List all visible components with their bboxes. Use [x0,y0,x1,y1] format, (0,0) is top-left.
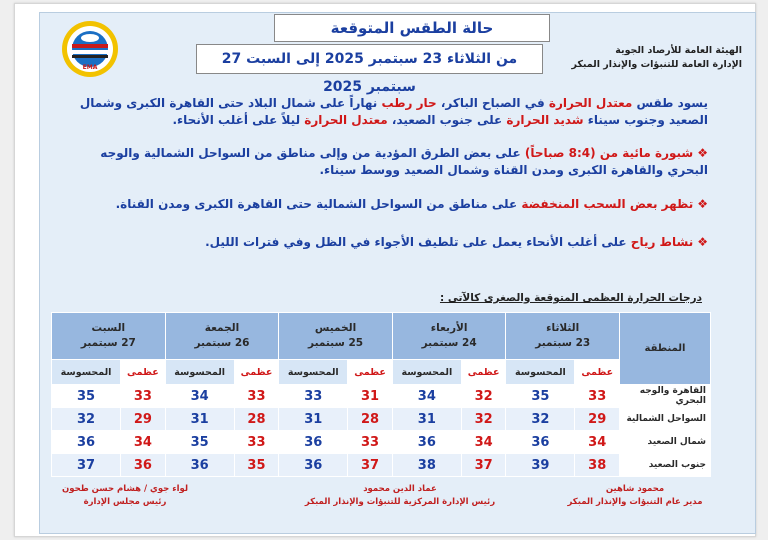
max-temp: 31 [348,385,393,408]
max-label: عظمى [234,360,279,385]
general-forecast: يسود طقس معتدل الحرارة في الصباح الباكر، حار رطب نهاراً على شمال البلاد حتى القاهرة الكبرى وشمال الصعيد وجنوب سيناء شديد الحرارة على جنوب الصعيد، معتدل الحرارة ليلاً على أغلب الأنحاء. [79,96,708,127]
day-header: الجمعة 26 سبتمبر [165,313,279,360]
table-row [52,408,711,431]
feel-temp: 31 [392,408,461,431]
max-temp: 34 [461,431,506,454]
max-temp: 35 [234,454,279,477]
bullet-icon: ❖ [697,235,708,249]
region-name: جنوب الصعيد [620,454,711,477]
max-temp: 29 [575,408,620,431]
max-temp: 32 [461,385,506,408]
day-header: الخميس 25 سبتمبر [279,313,393,360]
signature-name: عماد الدين محمود [363,484,437,494]
wind-bullet: ❖نشاط رياح على أغلب الأنحاء يعمل على تلطيف الأجواء في الظل وفي فترات الليل. [205,235,708,249]
region-name: القاهرة والوجه البحري [620,385,711,408]
max-temp: 33 [234,385,279,408]
feel-temp: 38 [392,454,461,477]
max-temp: 33 [575,385,620,408]
signature-block [555,483,715,509]
feel-temp: 31 [165,408,234,431]
feel-temp: 32 [506,408,575,431]
table-row [52,431,711,454]
max-temp: 37 [461,454,506,477]
signature-block [285,483,515,509]
feel-label: المحسوسة [52,360,121,385]
feel-temp: 36 [506,431,575,454]
ema-logo-icon [61,20,119,78]
feel-temp: 31 [279,408,348,431]
max-temp: 34 [575,431,620,454]
clouds-bullet: ❖تظهر بعض السحب المنخفضة على مناطق من السواحل الشمالية حتى القاهرة الكبرى ومدن القناة. [115,197,708,211]
subheader-row [52,360,711,385]
fog-bullet: ❖شبورة مائية من (8:4 صباحاً) على بعض الطرق المؤدية من وإلى مناطق من السواحل الشمالية والوجه البحري والقاهرة الكبرى ومدن القناة وشمال الصعيد ووسط سيناء. [100,146,708,177]
feel-temp: 35 [165,431,234,454]
day-header-row [52,313,711,360]
feel-temp: 36 [279,431,348,454]
max-label: عظمى [461,360,506,385]
max-label: عظمى [348,360,393,385]
day-header: الأربعاء 24 سبتمبر [392,313,506,360]
max-temp: 28 [348,408,393,431]
max-temp: 28 [234,408,279,431]
svg-text:EMA: EMA [82,64,98,71]
max-label: عظمى [575,360,620,385]
feel-temp: 36 [165,454,234,477]
agency-name: الهيئة العامة للأرصاد الجوية [615,45,742,56]
signature-name: محمود شاهين [605,484,665,494]
max-temp: 37 [348,454,393,477]
feel-label: المحسوسة [506,360,575,385]
bullet-icon: ❖ [697,197,708,211]
feel-temp: 39 [506,454,575,477]
feel-temp: 32 [52,408,121,431]
max-temp: 33 [121,385,166,408]
signature-title: رئيس مجلس الإدارة [83,497,167,507]
feel-label: المحسوسة [165,360,234,385]
region-name: شمال الصعيد [620,431,711,454]
title-box [274,14,550,42]
region-header: المنطقة [620,313,711,385]
agency-block [542,44,742,72]
signature-title: رئيس الإدارة المركزية للتنبؤات والإنذار المبكر [304,497,496,507]
table-row [52,454,711,477]
max-label: عظمى [121,360,166,385]
max-temp: 32 [461,408,506,431]
max-temp: 36 [121,454,166,477]
signature-title: مدير عام التنبؤات والإنذار المبكر [567,497,703,507]
feel-temp: 34 [165,385,234,408]
temperature-table [51,312,711,477]
day-header: الثلاثاء 23 سبتمبر [506,313,620,360]
table-row [52,385,711,408]
max-temp: 29 [121,408,166,431]
max-temp: 38 [575,454,620,477]
day-header: السبت 27 سبتمبر [52,313,166,360]
feel-temp: 34 [392,385,461,408]
feel-temp: 37 [52,454,121,477]
bullet-icon: ❖ [697,146,708,160]
feel-temp: 36 [279,454,348,477]
max-temp: 33 [234,431,279,454]
feel-temp: 35 [52,385,121,408]
max-temp: 34 [121,431,166,454]
feel-label: المحسوسة [392,360,461,385]
max-temp: 33 [348,431,393,454]
region-name: السواحل الشمالية [620,408,711,431]
page-title: حالة الطقس المتوقعة [330,19,494,37]
feel-temp: 36 [392,431,461,454]
signature-block [45,483,205,509]
agency-department: الإدارة العامة للتنبؤات والإنذار المبكر [571,59,742,70]
feel-temp: 35 [506,385,575,408]
feel-temp: 36 [52,431,121,454]
signature-name: لواء جوي / هشام حسن طحون [61,484,189,494]
date-range-box [196,44,543,95]
date-range: من الثلاثاء 23 سبتمبر 2025 إلى السبت 27 سبتمبر 2025 [221,51,518,95]
table-title: درجات الحرارة العظمى المتوقعة والصغرى كالآتى : [439,292,702,304]
feel-label: المحسوسة [279,360,348,385]
feel-temp: 33 [279,385,348,408]
